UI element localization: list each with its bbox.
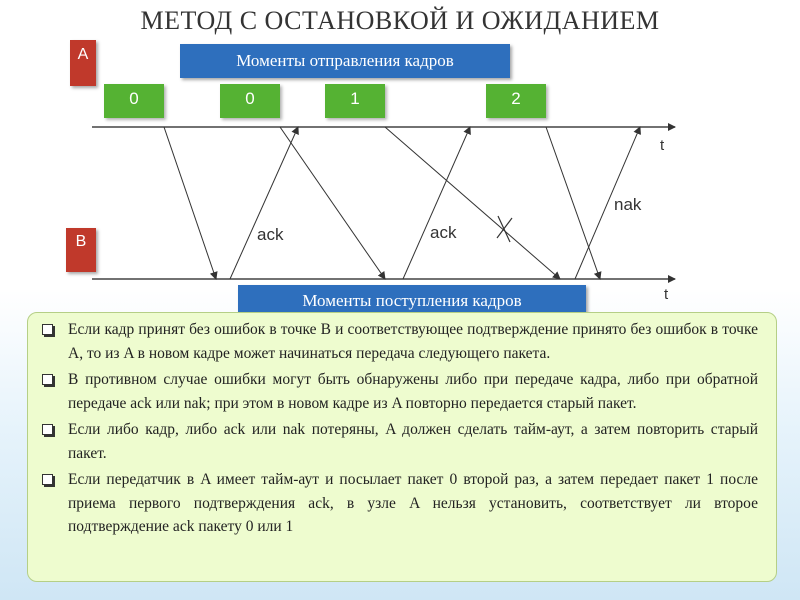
send-moments-banner: Моменты отправления кадров xyxy=(180,44,510,78)
checkbox-bullet-icon xyxy=(42,424,53,435)
nak-label: nak xyxy=(614,195,642,214)
frame-2: 2 xyxy=(486,84,546,118)
arrow-ack-2 xyxy=(403,127,470,279)
ack-label-1: ack xyxy=(257,225,284,244)
arrow-frame-0-retry xyxy=(280,127,385,279)
timeline-b-label: t xyxy=(664,286,669,303)
node-a-label: A xyxy=(70,40,96,86)
node-b-label: B xyxy=(66,228,96,272)
arrow-frame-0 xyxy=(164,127,216,279)
frame-0-second: 0 xyxy=(220,84,280,118)
note-item: Если передатчик в A имеет тайм-аут и посылает пакет 0 второй раз, а затем передает пакет 1 после приема первого подтверждения ack, в узле A нельзя установить, соответствует ли второе подтверждение ack пакету 0 или 1 xyxy=(38,468,758,539)
note-item: Если кадр принят без ошибок в точке B и соответствующее подтверждение принято без ошибок в точке A, то из A в новом кадре может начинаться передача следующего пакета. xyxy=(38,318,758,365)
receive-moments-banner: Моменты поступления кадров xyxy=(238,285,586,317)
arrow-ack-1 xyxy=(230,127,298,279)
frame-0-first: 0 xyxy=(104,84,164,118)
checkbox-bullet-icon xyxy=(42,374,53,385)
checkbox-bullet-icon xyxy=(42,324,53,335)
checkbox-bullet-icon xyxy=(42,474,53,485)
frame-1: 1 xyxy=(325,84,385,118)
arrow-frame-2 xyxy=(546,127,600,279)
notes-panel xyxy=(27,312,777,582)
note-item: В противном случае ошибки могут быть обнаружены либо при передаче кадра, либо при обратной передаче ack или nak; при этом в новом кадре из A повторно передается старый пакет. xyxy=(38,368,758,415)
ack-label-2: ack xyxy=(430,223,457,242)
note-item: Если либо кадр, либо ack или nak потеряны, A должен сделать тайм-аут, а затем повторить старый пакет. xyxy=(38,418,758,465)
slide-title: МЕТОД С ОСТАНОВКОЙ И ОЖИДАНИЕМ xyxy=(140,6,660,35)
notes-list xyxy=(38,318,758,539)
arrow-frame-1 xyxy=(385,127,560,279)
timeline-a-label: t xyxy=(660,137,665,154)
